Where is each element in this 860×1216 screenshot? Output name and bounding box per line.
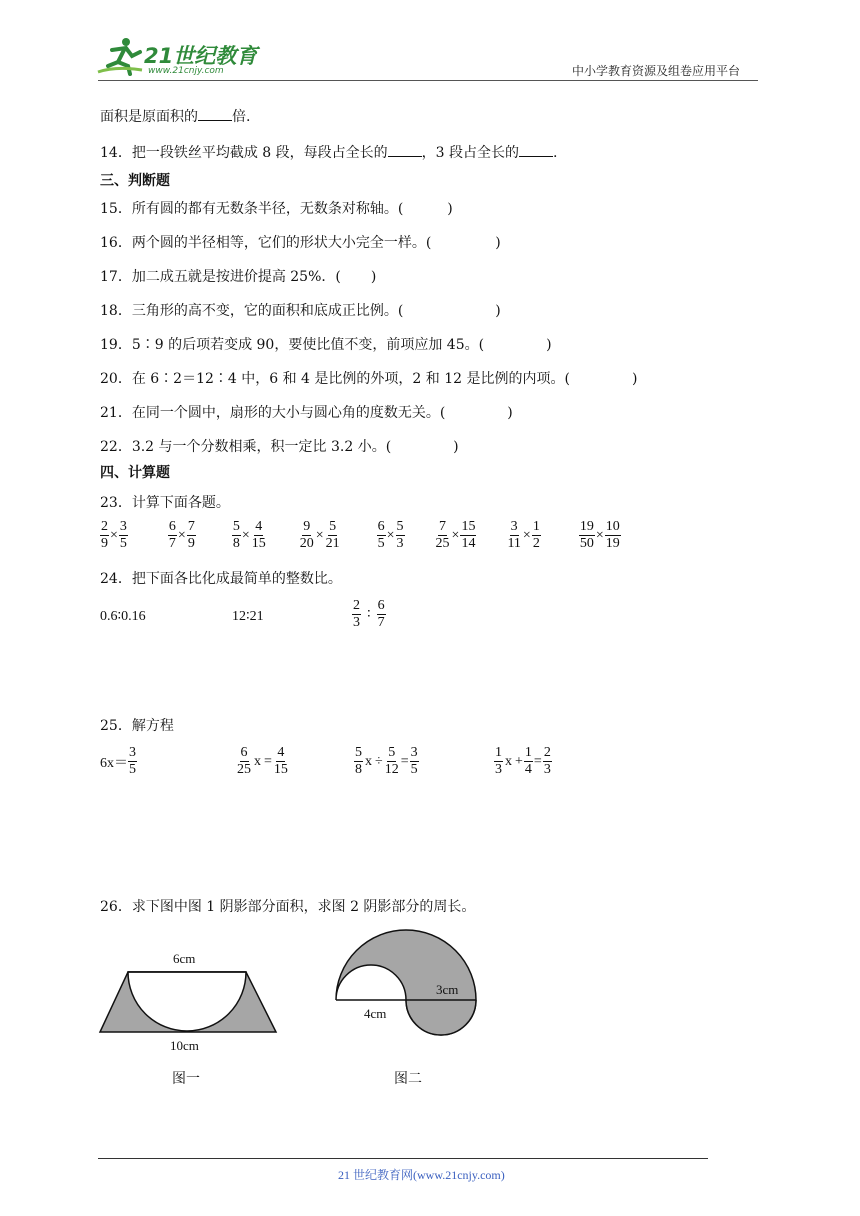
fraction: $\frac{6}{7}$	[168, 519, 176, 551]
equation-3: $\frac{5}{8}$ x ÷ $\frac{5}{12}$ = $\frac{3}{5}$	[355, 745, 418, 777]
fraction: $\frac{3}{11}$	[507, 519, 521, 551]
product-expression: $\frac{5}{8}$ × $\frac{4}{15}$	[232, 519, 266, 551]
runner-logo-icon	[96, 36, 146, 76]
question-14: 14．把一段铁丝平均截成 8 段，每段占全长的 ，3 段占全长的 .	[100, 145, 558, 161]
fraction: $\frac{6}{7}$	[377, 598, 385, 630]
answer-blank[interactable]	[198, 108, 232, 121]
logo-text: 21世纪教育	[144, 44, 258, 68]
logo-url: www.21cnjy.com	[148, 66, 224, 76]
judge-item: 17．加二成五就是按进价提高 25%．( )	[100, 269, 377, 285]
judge-item: 20．在 6∶2＝12∶4 中，6 和 4 是比例的外项，2 和 12 是比例的内项。( )	[100, 371, 638, 387]
fraction: $\frac{5}{8}$	[232, 519, 240, 551]
ratio-2: 12∶21	[232, 609, 264, 624]
fraction: $\frac{7}{25}$	[435, 519, 450, 551]
product-expression: $\frac{9}{20}$ × $\frac{5}{21}$	[299, 519, 340, 551]
fraction: $\frac{2}{3}$	[353, 598, 360, 630]
fraction: $\frac{4}{15}$	[251, 519, 266, 551]
fraction: $\frac{10}{19}$	[605, 519, 620, 551]
equation-4: $\frac{1}{3}$ x + $\frac{1}{4}$ = $\frac{2}{3}$	[495, 745, 551, 777]
footer-text[interactable]: 21 世纪教育网(www.21cnjy.com)	[338, 1168, 505, 1182]
header-divider	[98, 80, 758, 81]
question-24-prompt: 24．把下面各比化成最简单的整数比。	[100, 571, 342, 587]
q13-tail: 面积是原面积的 倍.	[100, 109, 251, 125]
fraction: $\frac{15}{14}$	[461, 519, 476, 551]
answer-blank[interactable]	[519, 144, 553, 157]
judge-item: 15．所有圆的都有无数条半径，无数条对称轴。( )	[100, 201, 453, 217]
judge-item: 19．5∶9 的后项若变成 90，要使比值不变，前项应加 45。( )	[100, 337, 552, 353]
judge-item: 22．3.2 与一个分数相乘，积一定比 3.2 小。( )	[100, 439, 459, 455]
fraction: $\frac{19}{50}$	[579, 519, 594, 551]
fig2-left-label: 4cm	[364, 1006, 387, 1021]
product-expression: $\frac{7}{25}$ × $\frac{15}{14}$	[435, 519, 476, 551]
judge-item: 18．三角形的高不变，它的面积和底成正比例。( )	[100, 303, 501, 319]
product-expression: $\frac{6}{7}$ × $\frac{7}{9}$	[168, 519, 195, 551]
section-calc: 四、计算题	[100, 465, 170, 481]
fraction: $\frac{1}{2}$	[532, 519, 540, 551]
platform-name: 中小学教育资源及组卷应用平台	[572, 64, 741, 78]
fig1-bottom-label: 10cm	[170, 1038, 199, 1053]
product-expression: $\frac{2}{9}$ × $\frac{3}{5}$	[101, 519, 127, 551]
footer-divider	[98, 1158, 708, 1159]
question-25-prompt: 25．解方程	[100, 718, 174, 734]
ratio-3: $\frac{2}{3}$ ∶ $\frac{6}{7}$	[353, 598, 385, 630]
answer-blank[interactable]	[388, 144, 422, 157]
fraction: $\frac{5}{3}$	[396, 519, 404, 551]
fraction: $\frac{7}{9}$	[187, 519, 195, 551]
fig1-caption: 图一	[172, 1071, 200, 1087]
product-expression: $\frac{6}{5}$ × $\frac{5}{3}$	[377, 519, 404, 551]
fraction: $\frac{3}{5}$	[119, 519, 127, 551]
fig1-top-label: 6cm	[173, 951, 196, 966]
fraction: $\frac{2}{9}$	[101, 519, 108, 551]
equation-1: 6x＝ $\frac{3}{5}$	[100, 745, 136, 777]
fraction: $\frac{9}{20}$	[299, 519, 314, 551]
fig2-caption: 图二	[394, 1071, 422, 1087]
product-expression: $\frac{3}{11}$ × $\frac{1}{2}$	[507, 519, 540, 551]
judge-item: 16．两个圆的半径相等，它们的形状大小完全一样。( )	[100, 235, 501, 251]
product-expression: $\frac{19}{50}$ × $\frac{10}{19}$	[579, 519, 620, 551]
fraction: $\frac{6}{5}$	[377, 519, 385, 551]
question-23-prompt: 23．计算下面各题。	[100, 495, 230, 511]
judge-item: 21．在同一个圆中，扇形的大小与圆心角的度数无关。( )	[100, 405, 513, 421]
figure-2-shape	[330, 916, 490, 1036]
q23-expressions	[100, 519, 621, 552]
fraction: $\frac{5}{21}$	[325, 519, 340, 551]
ratio-1: 0.6∶0.16	[100, 609, 146, 624]
section-judge: 三、判断题	[100, 173, 170, 189]
question-26-prompt: 26．求下图中图 1 阴影部分面积，求图 2 阴影部分的周长。	[100, 899, 476, 915]
fig2-right-label: 3cm	[436, 982, 459, 997]
equation-2: $\frac{6}{25}$ x = $\frac{4}{15}$	[237, 745, 288, 777]
logo	[96, 36, 266, 76]
